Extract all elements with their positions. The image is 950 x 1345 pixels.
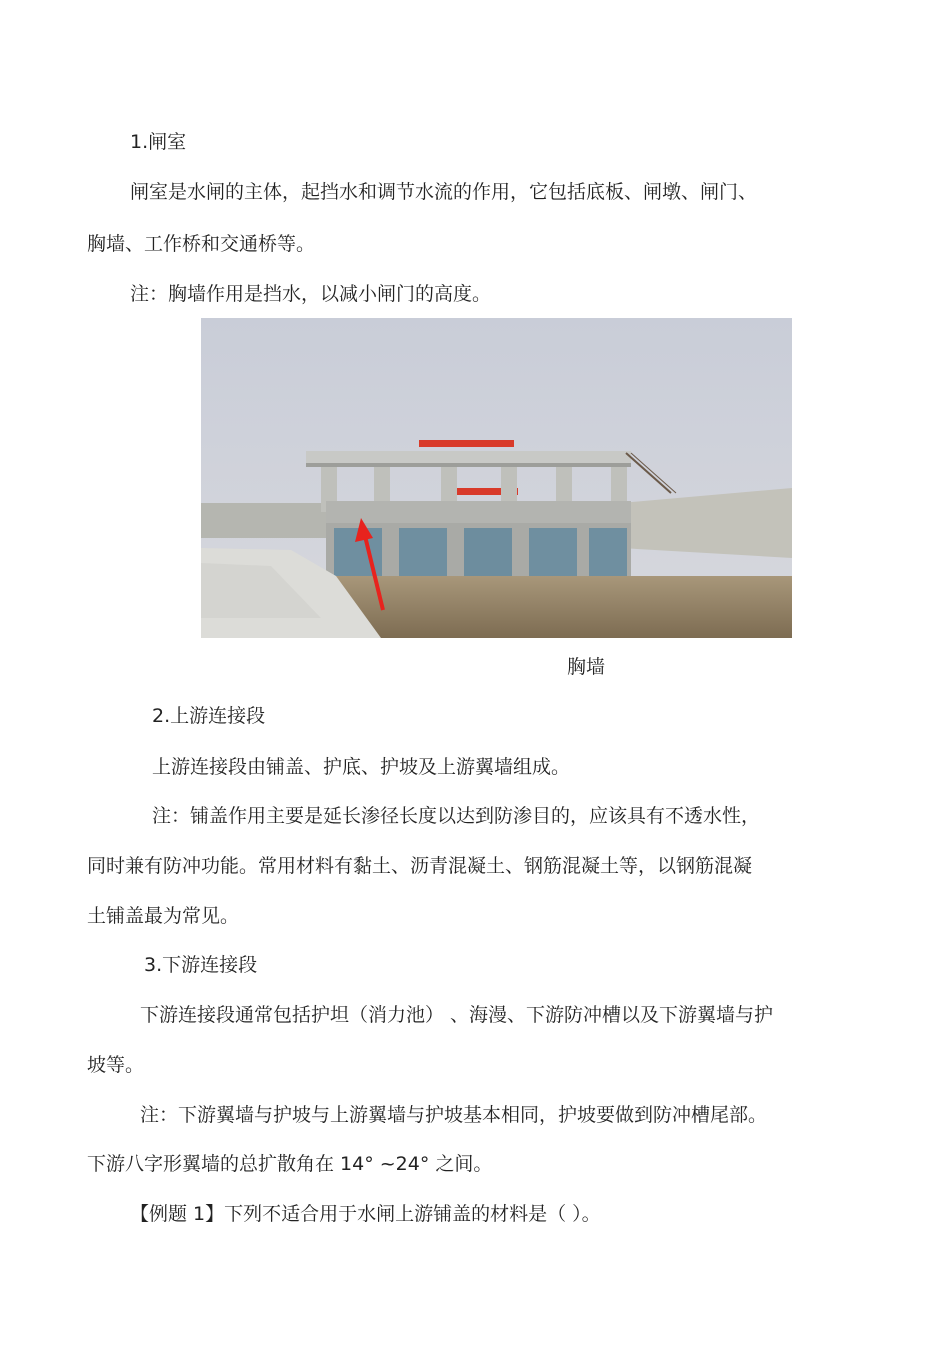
section-2-note-line-2: 同时兼有防冲功能。常用材料有黏土、沥青混凝土、钢筋混凝土等，以钢筋混凝: [87, 855, 753, 877]
section-3-paragraph-line-1: 下游连接段通常包括护坦（消力池） 、海漫、下游防冲槽以及下游翼墙与护: [140, 1004, 774, 1026]
section-3-heading: 3.下游连接段: [144, 954, 258, 976]
section-2-note-line-3: 土铺盖最为常见。: [87, 905, 240, 927]
section-3-note-line-2: 下游八字形翼墙的总扩散角在 14° ~24° 之间。: [87, 1153, 493, 1175]
section-1-paragraph-line-1: 闸室是水闸的主体，起挡水和调节水流的作用，它包括底板、闸墩、闸门、: [130, 181, 758, 203]
figure-caption: 胸墙: [567, 656, 606, 678]
section-1-paragraph-line-2: 胸墙、工作桥和交通桥等。: [87, 233, 316, 255]
sluice-gate-photo: [201, 318, 792, 638]
section-3-note-line-1: 注：下游翼墙与护坡与上游翼墙与护坡基本相同，护坡要做到防冲槽尾部。: [140, 1104, 768, 1126]
section-1-note: 注：胸墙作用是挡水，以减小闸门的高度。: [130, 283, 492, 305]
section-3-paragraph-line-2: 坡等。: [87, 1054, 145, 1076]
section-2-heading: 2.上游连接段: [152, 705, 266, 727]
section-2-note-line-1: 注：铺盖作用主要是延长渗径长度以达到防渗目的，应该具有不透水性，: [152, 805, 761, 827]
section-1-heading: 1.闸室: [130, 131, 187, 153]
example-question: 【例题 1】下列不适合用于水闸上游铺盖的材料是（ ）。: [130, 1203, 601, 1225]
section-2-paragraph: 上游连接段由铺盖、护底、护坡及上游翼墙组成。: [152, 756, 571, 778]
